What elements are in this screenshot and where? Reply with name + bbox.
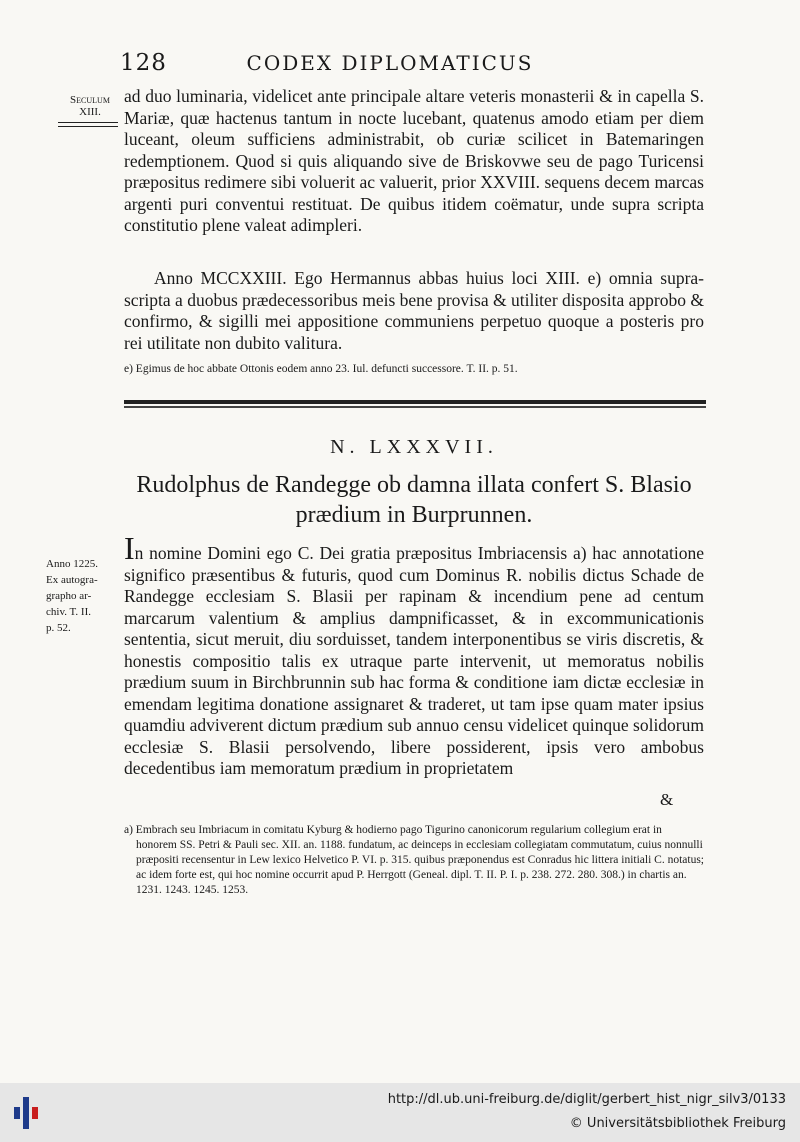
anno-line-2: Ex autogra- — [46, 574, 98, 586]
document-heading — [124, 470, 704, 530]
margin-note-anno — [46, 556, 120, 636]
paragraph-3: In nomine Domini ego C. Dei gratia præpositus Imbriacensis a) hac annotatione significo præsentibus & futuris, quod cum Dominus R. nobilis dictus Schade de Randegge ecclesiam S. Blasii per rapinam & incendium pene ad centum marcarum valentium & amplius dampnificasset, & in excommunicationis sententia, sicut meruit, diu sorduisset, tandem interponentibus se viris discretis, & honestis compositio talis ex utraque parte intervenit, ut memoratus nobilis prædium suum in Birchbrunnin sub hac forma & conditione iam dictæ ecclesiæ in emendam legitima donatione assignaret & traderet, ut tam ipse quam mater ipsius quamdiu adviverent dictum prædium sub annuo censu videlicet quinque solidorum ecclesiæ S. Blasii persolvendo, libere possiderent, ipsis vero ambobus decedentibus iam memoratum prædium in proprietatem — [124, 530, 704, 778]
anno-line-4: chiv. T. II. — [46, 606, 92, 618]
divider-bar-thick — [124, 400, 706, 404]
page-title: CODEX DIPLOMATICUS — [246, 51, 534, 75]
ornamental-divider — [124, 400, 706, 410]
footnote-a-text: a) Embrach seu Imbriacum in comitatu Kyburg & hodierno pago Tigurino canonicorum regularium collegium erat in honorem SS. Petri & Pauli sec. XII. an. 1188. fundatum, ac deinceps in ecclesiam collegiatam commutatum, cuius nonnulli præpositi recensentur in Lew lexico Helvetico P. VI. p. 315. quibus præponendus est Conradus hic littera initiali C. notatus; ac idem forte est, qui hoc nomine occurrit apud P. Herrgott (Geneal. dipl. T. II. P. I. p. 238. 272. 280. 308.) in chartis an. 1231. 1243. 1245. 1253. — [124, 824, 704, 896]
page-number: 128 — [120, 50, 167, 76]
seculum-rule — [58, 122, 118, 127]
catchword: & — [660, 790, 674, 809]
viewer-footer — [0, 1083, 800, 1142]
heading-line-2: prædium in Burprunnen. — [295, 502, 533, 528]
divider-bar-thin — [124, 406, 706, 408]
anno-line-1: Anno 1225. — [46, 558, 98, 570]
document-number: N. LXXXVII. — [330, 436, 498, 458]
paragraph-1: ad duo luminaria, videlicet ante principale altare veteris monasterii & in capella S. Mariæ, quæ hactenus tantum in nocte lucebant, quatenus amodo etiam per diem luceant, oleum sufficiens administrabit, ob curiæ scilicet in Batemaringen redemptionem. Quod si quis aliquando sive de Briskovwe seu de pago Turicensi præpositus redimere sibi voluerit ac valuerit, prior XXVIII. sequens decem marcas argenti puri conventui restituat. De quibus itidem coëmatur, unde supra scripta constitutio plene valeat adimpleri. — [124, 86, 704, 235]
text-block-1 — [124, 86, 704, 237]
text-block-3 — [124, 530, 704, 780]
permalink-url[interactable]: http://dl.ub.uni-freiburg.de/diglit/gerbert_hist_nigr_silv3/0133 — [387, 1092, 786, 1107]
text-block-2 — [124, 268, 704, 354]
heading-line-1: Rudolphus de Randegge ob damna illata confert S. Blasio — [136, 472, 692, 498]
seculum-label: Seculum — [70, 94, 110, 106]
seculum-number: XIII. — [79, 106, 101, 118]
paragraph-2: Anno MCCXXIII. Ego Hermannus abbas huius loci XIII. e) omnia suprascripta a duobus prædecessoribus meis bene provisa & utiliter disposita approbo & confirmo, & sigilli mei appositione communiens perpetuo quoque a posteris pro rei utilitate non dubito valitura. — [124, 268, 704, 353]
footnote-a — [124, 823, 704, 898]
ub-freiburg-logo-icon — [12, 1093, 52, 1133]
running-head — [120, 50, 710, 76]
anno-line-5: p. 52. — [46, 622, 71, 634]
footnote-e: e) Egimus de hoc abbate Ottonis eodem anno 23. Iul. defuncti successore. T. II. p. 51. — [124, 363, 518, 375]
anno-line-3: grapho ar- — [46, 590, 92, 602]
copyright-notice: © Universitätsbibliothek Freiburg — [569, 1116, 786, 1131]
margin-note-seculum — [58, 94, 122, 127]
